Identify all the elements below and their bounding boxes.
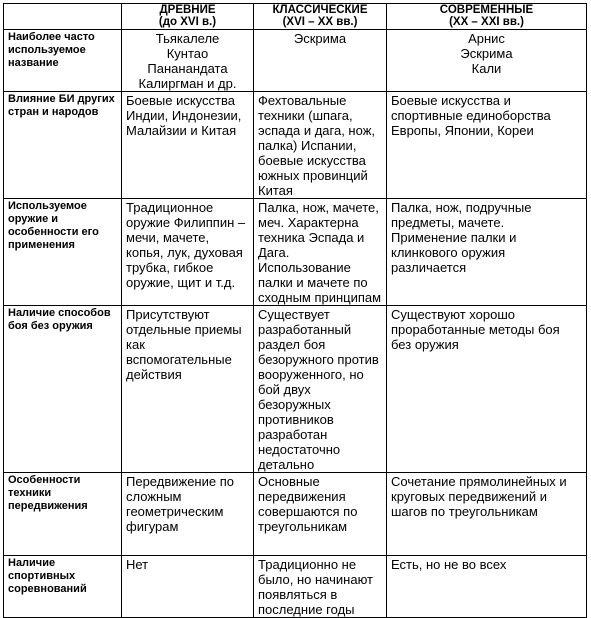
- header-modern-title: СОВРЕМЕННЫЕ: [439, 4, 534, 16]
- cell-modern-movement: Сочетание прямолинейных и круговых передвижений и шагов по треугольникам: [387, 473, 587, 556]
- cell-line: Эскрима: [293, 31, 347, 46]
- row-label-unarmed: Наличие способов боя без оружия: [4, 306, 122, 473]
- cell-line: Эскрима: [460, 46, 513, 61]
- row-label-competitions: Наличие спортивных соревнований: [4, 556, 122, 618]
- header-row: [4, 4, 587, 30]
- table-row-unarmed: [4, 306, 587, 473]
- cell-line: Калиргман и др.: [138, 76, 237, 91]
- table-row-competitions: [4, 556, 587, 618]
- cell-ancient-influence: Боевые искусства Индии, Индонезии, Малайзии и Китая: [122, 92, 254, 199]
- cell-line: Кунтао: [166, 46, 209, 61]
- cell-classic-name: [254, 30, 387, 92]
- cell-modern-unarmed: Существуют хорошо проработанные методы боя без оружия: [387, 306, 587, 473]
- cell-line: Пананандата: [147, 61, 228, 76]
- row-label-name: Наиболее часто используемое название: [4, 30, 122, 92]
- header-empty-cell: [4, 4, 122, 30]
- header-classic-period: (XVI – XX вв.): [282, 16, 358, 28]
- cell-modern-influence: Боевые искусства и спортивные единоборства Европы, Японии, Кореи: [387, 92, 587, 199]
- cell-ancient-name: [122, 30, 254, 92]
- cell-ancient-competitions: Нет: [122, 556, 254, 618]
- cell-modern-weapons: Палка, нож, подручные предметы, мачете. Применение палки и клинкового оружия различается: [387, 199, 587, 306]
- cell-modern-competitions: Есть, но не во всех: [387, 556, 587, 618]
- header-modern: [387, 4, 587, 30]
- row-label-movement: Особенности техники передвижения: [4, 473, 122, 556]
- row-label-influence: Влияние БИ других стран и народов: [4, 92, 122, 199]
- header-ancient-period: (до XVI в.): [158, 16, 217, 28]
- cell-classic-unarmed: Существует разработанный раздел боя безоружного против вооруженного, но бой двух безоружных противников разработан недостаточно детально: [254, 306, 387, 473]
- table-row-movement: [4, 473, 587, 556]
- cell-ancient-unarmed: Присутствуют отдельные приемы как вспомогательные действия: [122, 306, 254, 473]
- cell-line: Тьякалеле: [155, 31, 220, 46]
- table-row-influence: [4, 92, 587, 199]
- cell-ancient-movement: Передвижение по сложным геометрическим фигурам: [122, 473, 254, 556]
- header-modern-period: (XX – XXI вв.): [449, 16, 524, 28]
- cell-classic-competitions: Традиционно не было, но начинают появляться в последние годы: [254, 556, 387, 618]
- cell-line: Арнис: [468, 31, 505, 46]
- header-classic-title: КЛАССИЧЕСКИЕ: [272, 4, 368, 16]
- cell-ancient-weapons: Традиционное оружие Филиппин – мечи, мачете, копья, лук, духовая трубка, гибкое оружие, щит и т.д.: [122, 199, 254, 306]
- cell-modern-name: [387, 30, 587, 92]
- comparison-table: [3, 3, 587, 618]
- header-classic: [254, 4, 387, 30]
- cell-classic-influence: Фехтовальные техники (шпага, эспада и дага, нож, палка) Испании, боевые искусства южных провинций Китая: [254, 92, 387, 199]
- row-label-weapons: Используемое оружие и особенности его применения: [4, 199, 122, 306]
- header-ancient-title: ДРЕВНИЕ: [159, 4, 216, 16]
- header-ancient: [122, 4, 254, 30]
- table-row-weapons: [4, 199, 587, 306]
- cell-line: Кали: [471, 61, 502, 76]
- cell-classic-weapons: Палка, нож, мачете, меч. Характерна техника Эспада и Дага. Использование палки и мачете по сходным принципам: [254, 199, 387, 306]
- cell-classic-movement: Основные передвижения совершаются по треугольникам: [254, 473, 387, 556]
- table-row-name: [4, 30, 587, 92]
